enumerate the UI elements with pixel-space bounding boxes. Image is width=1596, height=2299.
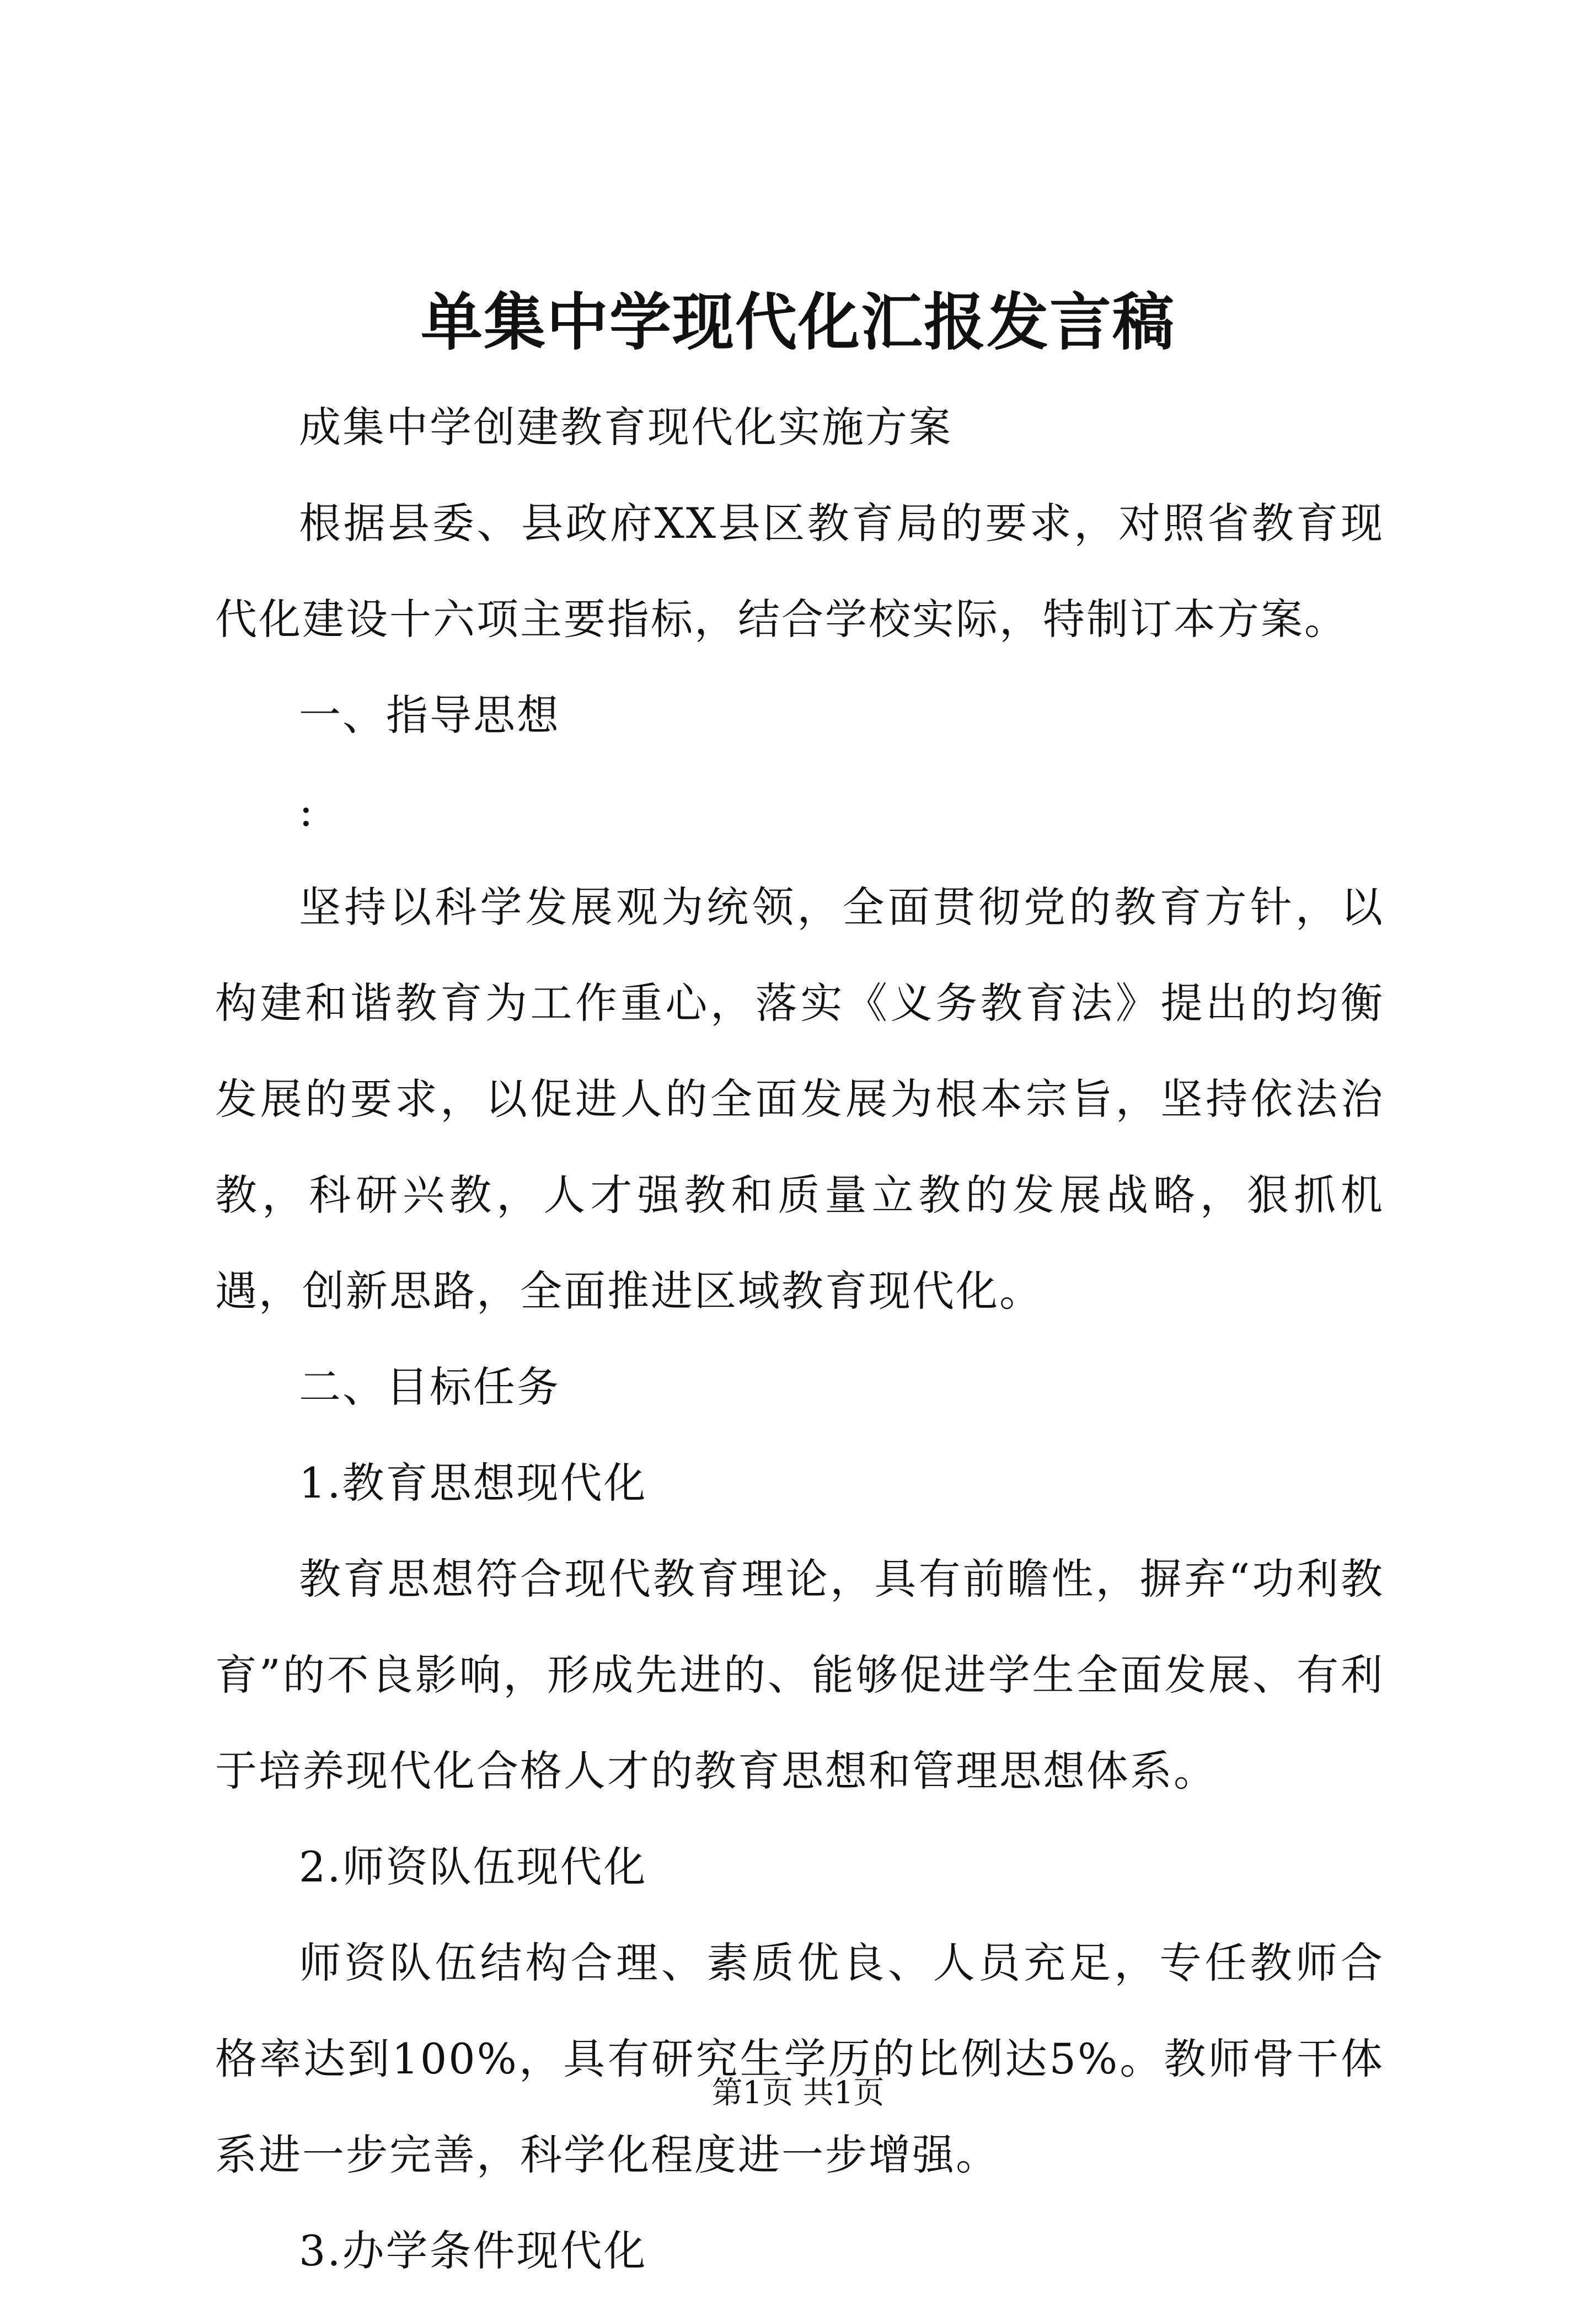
heading-teaching-staff: 2.师资队伍现代化 (299, 1842, 647, 1891)
heading-guiding-ideology: 一、指导思想 (299, 691, 560, 740)
page-footer: 第1页 共1页 (711, 2075, 885, 2111)
paragraph-colon: : (299, 787, 315, 836)
paragraph-education-thought: 教育思想符合现代教育理论，具有前瞻性，摒弃“功利教育”的不良影响，形成先进的、能够促进学生全面发展、有利于培养现代化合格人才的教育思想和管理思想体系。 (215, 1554, 1384, 1795)
heading-goals-tasks: 二、目标任务 (299, 1362, 560, 1412)
paragraph-intro: 根据县委、县政府XX县区教育局的要求，对照省教育现代化建设十六项主要指标，结合学校实际，特制订本方案。 (215, 499, 1384, 644)
heading-school-conditions: 3.办学条件现代化 (299, 2226, 647, 2275)
document-body (215, 379, 1384, 2299)
paragraph-guiding-ideology: 坚持以科学发展观为统领，全面贯彻党的教育方针，以构建和谐教育为工作重心，落实《义务教育法》提出的均衡发展的要求，以促进人的全面发展为根本宗旨，坚持依法治教，科研兴教，人才强教和质量立教的发展战略，狠抓机遇，创新思路，全面推进区域教育现代化。 (215, 883, 1384, 1316)
paragraph-teaching-staff: 师资队伍结构合理、素质优良、人员充足，专任教师合格率达到100%，具有研究生学历的比例达5%。教师骨干体系进一步完善，科学化程度进一步增强。 (215, 1938, 1384, 2179)
heading-education-thought: 1.教育思想现代化 (299, 1458, 647, 1507)
document-title: 单集中学现代化汇报发言稿 (421, 286, 1175, 359)
paragraph-plan-title: 成集中学创建教育现代化实施方案 (299, 403, 952, 452)
